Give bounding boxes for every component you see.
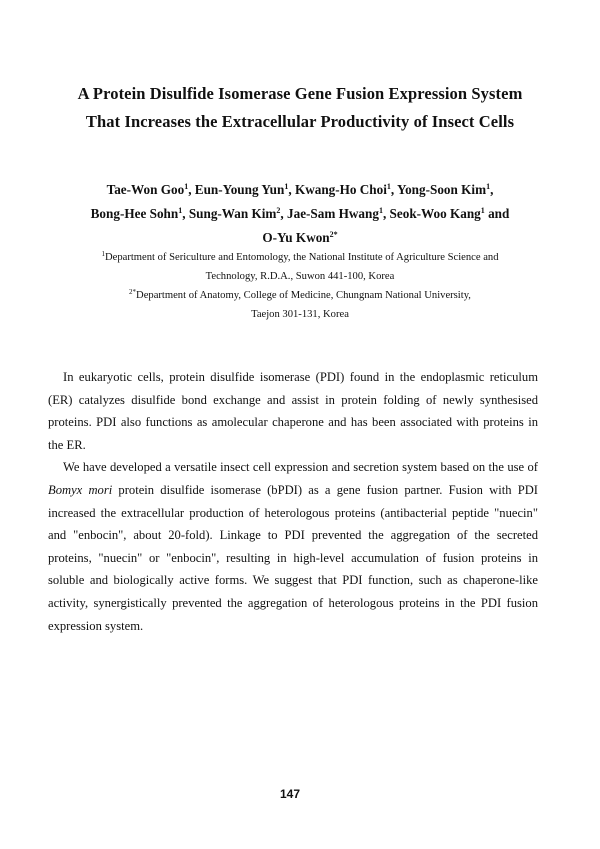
- abstract-paragraph: We have developed a versatile insect cell expression and secretion system based on the use of Bomyx mori protein disulfide isomerase (bPDI) as a gene fusion partner. Fusion with PDI increased the extracellular production of heterologous proteins (antibacterial peptide "nuecin" and "enbocin", about 20-fold). Linkage to PDI prevented the aggregation of the secreted proteins, "nuecin" or "enbocin", resulting in high-level accumulation of fusion proteins in soluble and biologically active forms. We suggest that PDI function, such as chaperone-like activity, synergistically prevented the aggregation of heterologous proteins in the PDI fusion expression system.: [48, 460, 538, 633]
- author: Eun-Young Yun$^1$,: [194, 182, 295, 197]
- title-line-2: That Increases the Extracellular Productivity of Insect Cells: [85, 112, 515, 131]
- affiliation-list: [30, 248, 570, 324]
- author: Jae-Sam Hwang$^1$,: [287, 206, 390, 221]
- paper-title: [30, 80, 570, 136]
- author: Seok-Woo Kang$^1$ and: [389, 206, 510, 221]
- affiliation: $^{2*}$Department of Anatomy, College of Medicine, Chungnam National University,: [129, 288, 471, 301]
- author: Kwang-Ho Choi$^1$,: [294, 182, 398, 197]
- affiliation: $^1$Department of Sericulture and Entomology, the National Institute of Agriculture Science and: [101, 250, 499, 263]
- affiliation-continued: Taejon 301-131, Korea: [251, 309, 349, 320]
- author: O-Yu Kwon$^{2*}$: [262, 230, 338, 245]
- title-line-1: A Protein Disulfide Isomerase Gene Fusion Expression System: [77, 84, 523, 103]
- species-name: Bomyx mori: [48, 482, 113, 497]
- author: Yong-Soon Kim$^1$,: [397, 182, 494, 197]
- author-list: [30, 178, 570, 250]
- abstract-paragraph: In eukaryotic cells, protein disulfide isomerase (PDI) found in the endoplasmic reticulum (ER) catalyzes disulfide bond exchange and assist in protein folding of newly synthesised proteins. PDI also functions as amolecular chaperone and has been associated with proteins in the ER.: [48, 370, 538, 452]
- author: Sung-Wan Kim$^2$,: [188, 206, 287, 221]
- page-number: 147: [279, 787, 301, 801]
- abstract: [48, 366, 538, 637]
- author: Bong-Hee Sohn$^1$,: [90, 206, 189, 221]
- affiliation-continued: Technology, R.D.A., Suwon 441-100, Korea: [205, 271, 395, 282]
- author: Tae-Won Goo$^1$,: [106, 182, 195, 197]
